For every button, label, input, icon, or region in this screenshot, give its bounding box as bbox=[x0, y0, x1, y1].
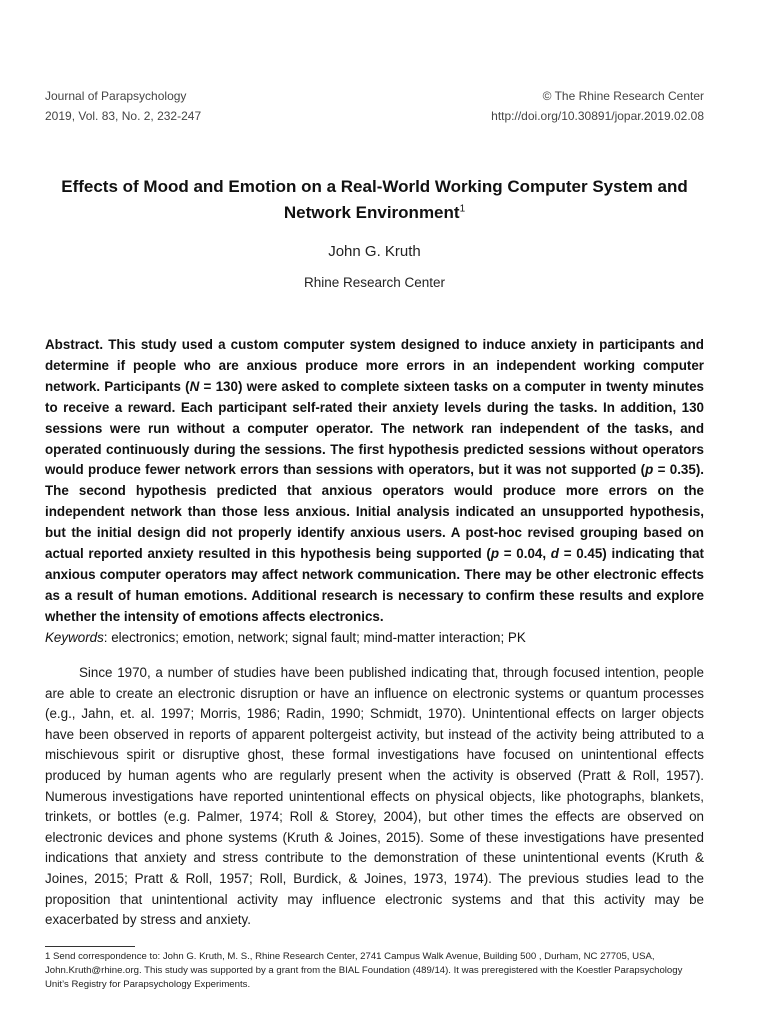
abstract-text-5: = 0.45) indicating that anxious computer operators may affect network communication. There may be other electronic effects as a result of human emotions. Additional research is necessary to confirm these results and explore whether the intensity of emotions affects electronics. bbox=[45, 546, 704, 624]
journal-volume: 2019, Vol. 83, No. 2, 232-247 bbox=[45, 109, 202, 123]
footnote: 1 Send correspondence to: John G. Kruth, M. S., Rhine Research Center, 2741 Campus Walk Avenue, Building 500 , Durham, NC 27705, USA, John.Kruth@rhine.org. This study was supported by a grant from the BIAL Foundation (489/14). It was preregistered with the Koestler Parapsychology Unit’s Registry for Parapsychology Experiments. bbox=[45, 951, 683, 991]
paper-title-text: Effects of Mood and Emotion on a Real-World Working Computer System and Network Environment bbox=[61, 177, 688, 222]
keywords-text: : electronics; emotion, network; signal fault; mind-matter interaction; PK bbox=[103, 629, 526, 645]
abstract-text-1: This study used a custom computer system designed to induce anxiety in participants and determine if people who are anxious produce more errors in an independent working computer network. Participants ( bbox=[45, 337, 704, 394]
copyright-notice: © The Rhine Research Center bbox=[542, 89, 704, 103]
keywords-line bbox=[45, 628, 704, 649]
abstract-label: Abstract. bbox=[45, 337, 104, 352]
d-symbol: d bbox=[550, 546, 559, 562]
paper-title bbox=[45, 174, 704, 226]
journal-header bbox=[45, 86, 201, 126]
author-name: John G. Kruth bbox=[328, 243, 421, 260]
p-symbol: p bbox=[645, 462, 654, 478]
abstract-text-4: = 0.04, bbox=[499, 546, 551, 562]
footnote-divider bbox=[45, 946, 135, 947]
title-footnote-mark: 1 bbox=[459, 203, 466, 215]
body-paragraph: Since 1970, a number of studies have been published indicating that, through focused intention, people are able to create an electronic disruption or have an influence on electronic systems or quantum processes (e.g., Jahn, et. al. 1997; Morris, 1986; Radin, 1990; Schmidt, 1970). Unintentional effects on larger objects have been observed in reports of apparent poltergeist activity, but instead of the activity being attributed to a mischievous spirit or disruptive ghost, these formal investigations have focused on unintentional effects produced by human agents who are regularly present when the activity is observed (Pratt & Roll, 1957). Numerous investigations have reported unintentional effects on physical objects, like photographs, blankets, trinkets, or bottles (e.g. Palmer, 1974; Roll & Storey, 2004), but other times the effects are observed on electronic devices and phone systems (Kruth & Joines, 2015). Some of these investigations have presented indications that anxiety and stress contribute to the demonstration of these unintentional events (Kruth & Joines, 2015; Pratt & Roll, 1957; Roll, Burdick, & Joines, 1973, 1974). The previous studies lead to the proposition that unintentional activity may influence electronic systems and that this activity may be exacerbated by stress and anxiety. bbox=[45, 665, 704, 928]
abstract-text-3: = 0.35). The second hypothesis predicted that anxious operators would produce more errors on the independent network than those less anxious. Initial analysis indicated an unsupported hypothesis, but the initial design did not properly identify anxious users. A post-hoc revised grouping based on actual reported anxiety resulted in this hypothesis being supported ( bbox=[45, 462, 704, 562]
p-symbol: p bbox=[490, 546, 499, 562]
keywords-label: Keywords bbox=[45, 629, 104, 645]
abstract-section bbox=[45, 335, 704, 649]
doi-link[interactable]: http://doi.org/10.30891/jopar.2019.02.08 bbox=[491, 109, 704, 123]
author-affiliation: Rhine Research Center bbox=[303, 275, 446, 290]
abstract-paragraph bbox=[45, 335, 704, 628]
abstract-text-2: = 130) were asked to complete sixteen tasks on a computer in twenty minutes to receive a reward. Each participant self-rated their anxiety levels during the tasks. In addition, 130 sessions were run without a computer operator. The network ran independent of the tasks, and operated continuously during the sessions. The first hypothesis predicted sessions without operators would produce fewer network errors than sessions with operators, but it was not supported ( bbox=[45, 378, 704, 478]
journal-name: Journal of Parapsychology bbox=[45, 89, 187, 103]
n-symbol: N bbox=[189, 378, 200, 394]
publisher-header bbox=[491, 86, 704, 126]
paper-page bbox=[45, 0, 704, 1024]
